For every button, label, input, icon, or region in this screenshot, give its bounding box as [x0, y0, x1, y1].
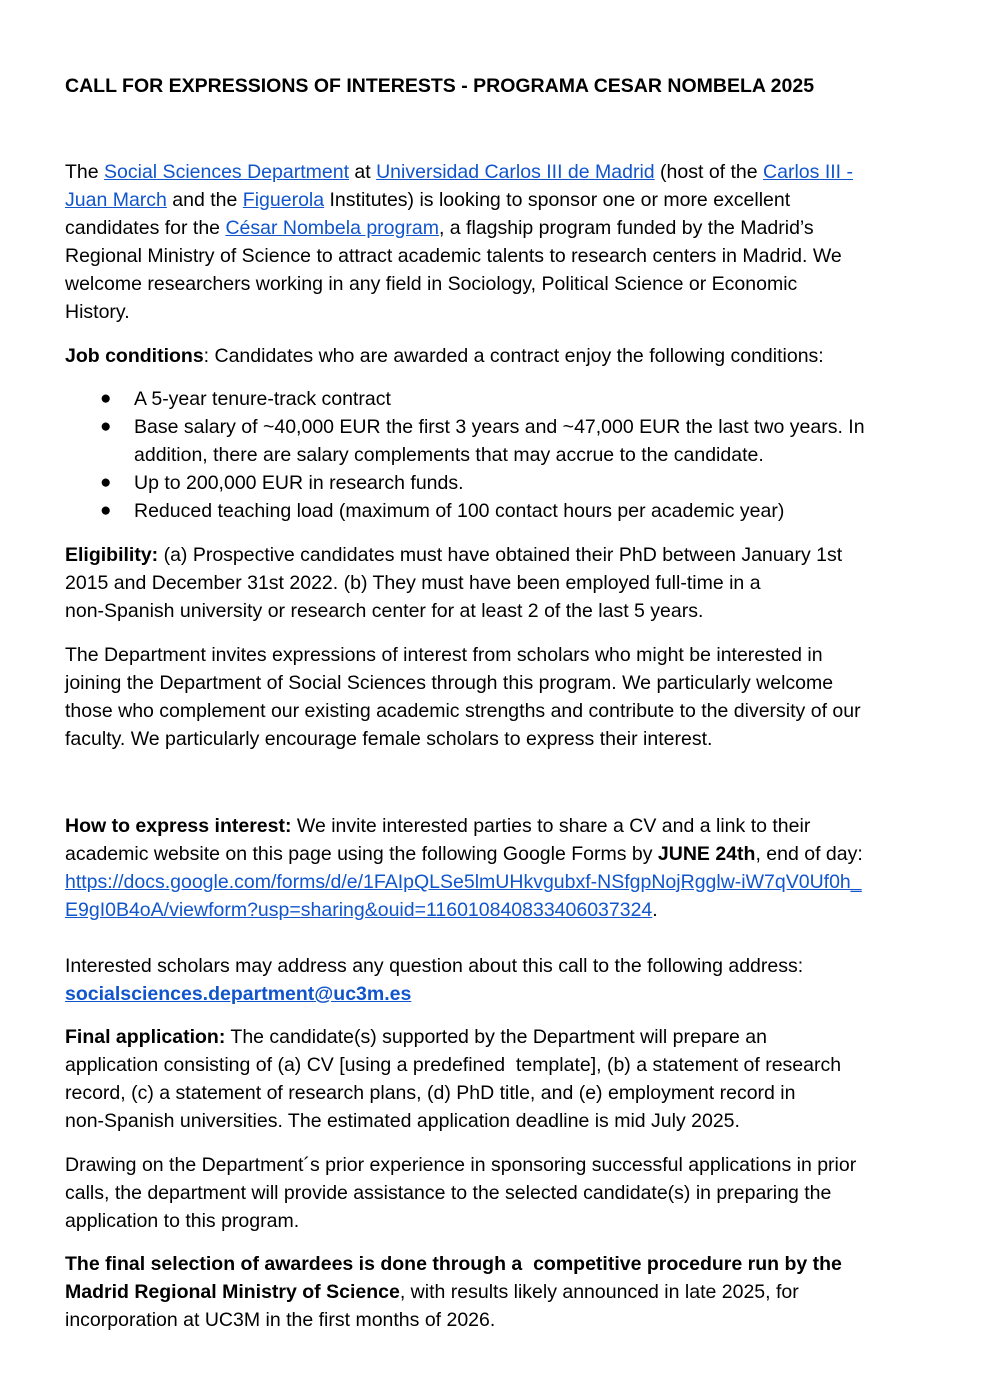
list-item: ● A 5-year tenure-track contract [65, 385, 935, 413]
google-form-link[interactable]: https://docs.google.com/forms/d/e/1FAIpQLSe5lmUHkvgubxf-NSfgpNojRgglw-iW7qV0Uf0h_ [65, 871, 862, 893]
invitation-paragraph: The Department invites expressions of interest from scholars who might be interested in joining the Department of Social Sciences through this program. We particularly welcome those who complement our existing academic strengths and contribute to the diversity of our faculty. We particularly encourage female scholars to express their interest. [65, 644, 861, 750]
cesar-nombela-program-link[interactable]: César Nombela program [225, 217, 439, 239]
intro-line-3: candidates for the César Nombela program, a flagship program funded by the Madrid’s [65, 217, 814, 239]
intro-line-6: History. [65, 301, 130, 323]
carlos-iii-juan-march-link[interactable]: Carlos III - [763, 161, 853, 183]
contact-section: Interested scholars may address any question about this call to the following address: socialsciences.department@uc3m.es [65, 955, 804, 1005]
page-title: CALL FOR EXPRESSIONS OF INTERESTS - PROGRAMA CESAR NOMBELA 2025 [65, 75, 815, 97]
intro-line-2: Juan March and the Figuerola Institutes) is looking to sponsor one or more excellent [65, 189, 791, 211]
how-to-label: How to express interest: [65, 815, 292, 837]
job-conditions-list [65, 385, 935, 525]
intro-line-1: The Social Sciences Department at Universidad Carlos III de Madrid (host of the Carlos III - [65, 161, 853, 183]
job-conditions-heading: Job conditions: Candidates who are awarded a contract enjoy the following conditions: [65, 345, 824, 367]
intro-line-5: welcome researchers working in any field in Sociology, Political Science or Economic [65, 273, 798, 295]
figuerola-link[interactable]: Figuerola [242, 189, 325, 211]
eligibility-label: Eligibility: [65, 544, 159, 566]
bullet-icon: ● [100, 472, 112, 493]
bullet-icon: ● [100, 388, 112, 409]
selection-paragraph: The final selection of awardees is done through a competitive procedure run by the Madrid Regional Ministry of Science, with results likely announced in late 2025, for incorporation at UC3M in the first months of 2026. [65, 1253, 842, 1331]
final-application-section: Final application: The candidate(s) supported by the Department will prepare an application consisting of (a) CV [using a predefined template], (b) a statement of research record, (c) a statement of research plans, (d) PhD title, and (e) employment record in non-Spanish universities. The estimated application deadline is mid July 2025. [65, 1026, 842, 1132]
final-application-label: Final application: [65, 1026, 226, 1048]
google-form-link-cont[interactable]: E9gI0B4oA/viewform?usp=sharing&ouid=116010840833406037324 [65, 899, 653, 921]
deadline: JUNE 24th [657, 843, 756, 865]
social-sciences-department-link[interactable]: Social Sciences Department [104, 161, 349, 183]
job-conditions-section [65, 342, 935, 370]
assistance-paragraph: Drawing on the Department´s prior experience in sponsoring successful applications in prior calls, the department will provide assistance to the selected candidate(s) in preparing the application to this program. [65, 1154, 857, 1232]
how-to-express-interest-section: How to express interest: We invite interested parties to share a CV and a link to their academic website on this page using the following Google Forms by JUNE 24th, end of day: https://docs.google.com/forms/d/e/1FAIpQLSe5lmUHkvgubxf-NSfgpNojRgglw-iW7qV0Uf0h_ E9gI0B4oA/viewform?usp=sharing&ouid=116010840833406037324. [65, 815, 863, 921]
uc3m-link[interactable]: Universidad Carlos III de Madrid [376, 161, 655, 183]
bullet-icon: ● [100, 416, 112, 437]
list-item: ● Base salary of ~40,000 EUR the first 3 years and ~47,000 EUR the last two years. In addition, there are salary complements that may accrue to the candidate. [65, 413, 935, 469]
list-item: ● Up to 200,000 EUR in research funds. [65, 469, 935, 497]
contact-email-link[interactable]: socialsciences.department@uc3m.es [65, 983, 412, 1005]
carlos-iii-juan-march-link-cont[interactable]: Juan March [65, 189, 167, 211]
list-item: ● Reduced teaching load (maximum of 100 contact hours per academic year) [65, 497, 935, 525]
bullet-icon: ● [100, 500, 112, 521]
intro-paragraph [65, 158, 935, 326]
intro-line-4: Regional Ministry of Science to attract academic talents to research centers in Madrid. We [65, 245, 842, 267]
eligibility-section: Eligibility: (a) Prospective candidates must have obtained their PhD between January 1st 2015 and December 31st 2022. (b) They must have been employed full-time in a non-Spanish university or research center for at least 2 of the last 5 years. [65, 544, 843, 622]
